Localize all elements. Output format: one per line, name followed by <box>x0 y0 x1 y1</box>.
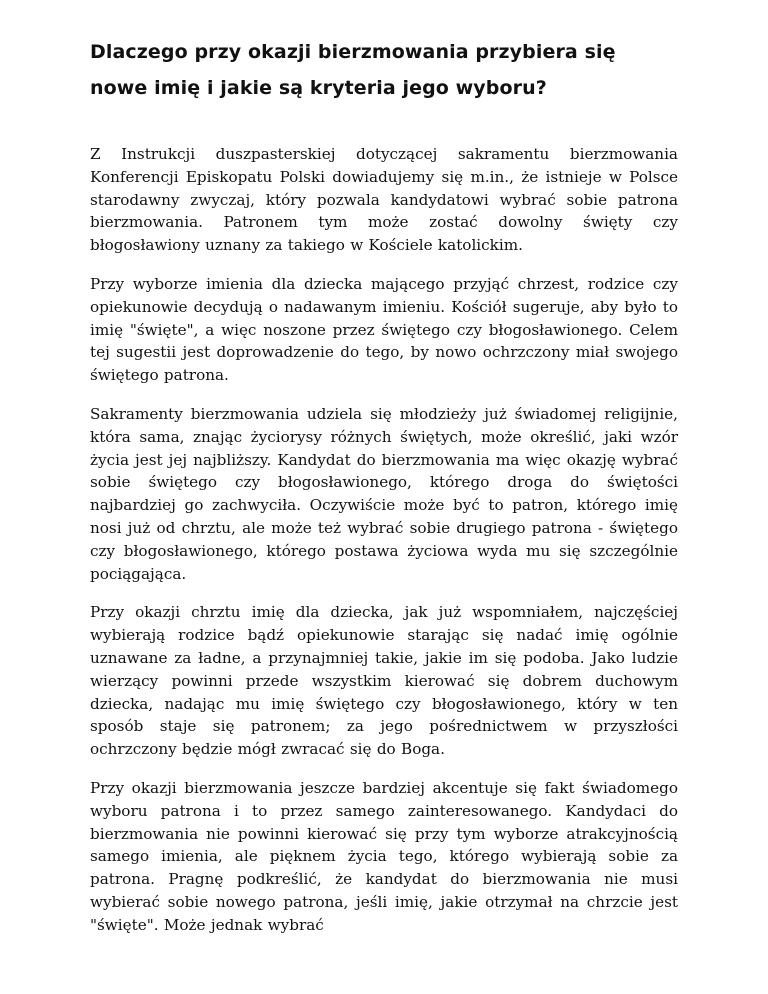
page-title: Dlaczego przy okazji bierzmowania przybiera się nowe imię i jakie są kryteria jego wyboru? <box>90 41 616 99</box>
paragraph-2: Przy wyborze imienia dla dziecka mającego przyjąć chrzest, rodzice czy opiekunowie decydują o nadawanym imieniu. Kościół sugeruje, aby było to imię "święte", a więc noszone przez świętego czy błogosławionego. Celem tej sugestii jest doprowadzenie do tego, by nowo ochrzczony miał swojego świętego patrona. <box>90 274 678 385</box>
document-page <box>90 34 678 953</box>
paragraph-3: Sakramenty bierzmowania udziela się młodzieży już świadomej religijnie, która sama, znając życiorysy różnych świętych, może określić, jaki wzór życia jest jej najbliższy. Kandydat do bierzmowania ma więc okazję wybrać sobie świętego czy błogosławionego, którego droga do świętości najbardziej go zachwyciła. Oczywiście może być to patron, którego imię nosi już od chrztu, ale może też wybrać sobie drugiego patrona - świętego czy błogosławionego, którego postawa życiowa wyda mu się szczególnie pociągająca. <box>90 404 678 583</box>
paragraph-4: Przy okazji chrztu imię dla dziecka, jak już wspomniałem, najczęściej wybierają rodzice bądź opiekunowie starając się nadać imię ogólnie uznawane za ładne, a przynajmniej takie, jakie im się podoba. Jako ludzie wierzący powinni przede wszystkim kierować się dobrem duchowym dziecka, nadając mu imię świętego czy błogosławionego, który w ten sposób staje się patronem; za jego pośrednictwem w przyszłości ochrzczony będzie mógł zwracać się do Boga. <box>90 603 678 759</box>
paragraph-1: Z Instrukcji duszpasterskiej dotyczącej sakramentu bierzmowania Konferencji Episkopatu Polski dowiadujemy się m.in., że istnieje w Polsce starodawny zwyczaj, który pozwala kandydatowi wybrać sobie patrona bierzmowania. Patronem tym może zostać dowolny święty czy błogosławiony uznany za takiego w Kościele katolickim. <box>90 145 678 255</box>
paragraph-5: Przy okazji bierzmowania jeszcze bardziej akcentuje się fakt świadomego wyboru patrona i to przez samego zainteresowanego. Kandydaci do bierzmowania nie powinni kierować się przy tym wyborze atrakcyjnością samego imienia, ale pięknem życia tego, którego wybierają sobie za patrona. Pragnę podkreślić, że kandydat do bierzmowania nie musi wybierać sobie nowego patrona, jeśli imię, jakie otrzymał na chrzcie jest "święte". Może jednak wybrać <box>90 778 678 934</box>
